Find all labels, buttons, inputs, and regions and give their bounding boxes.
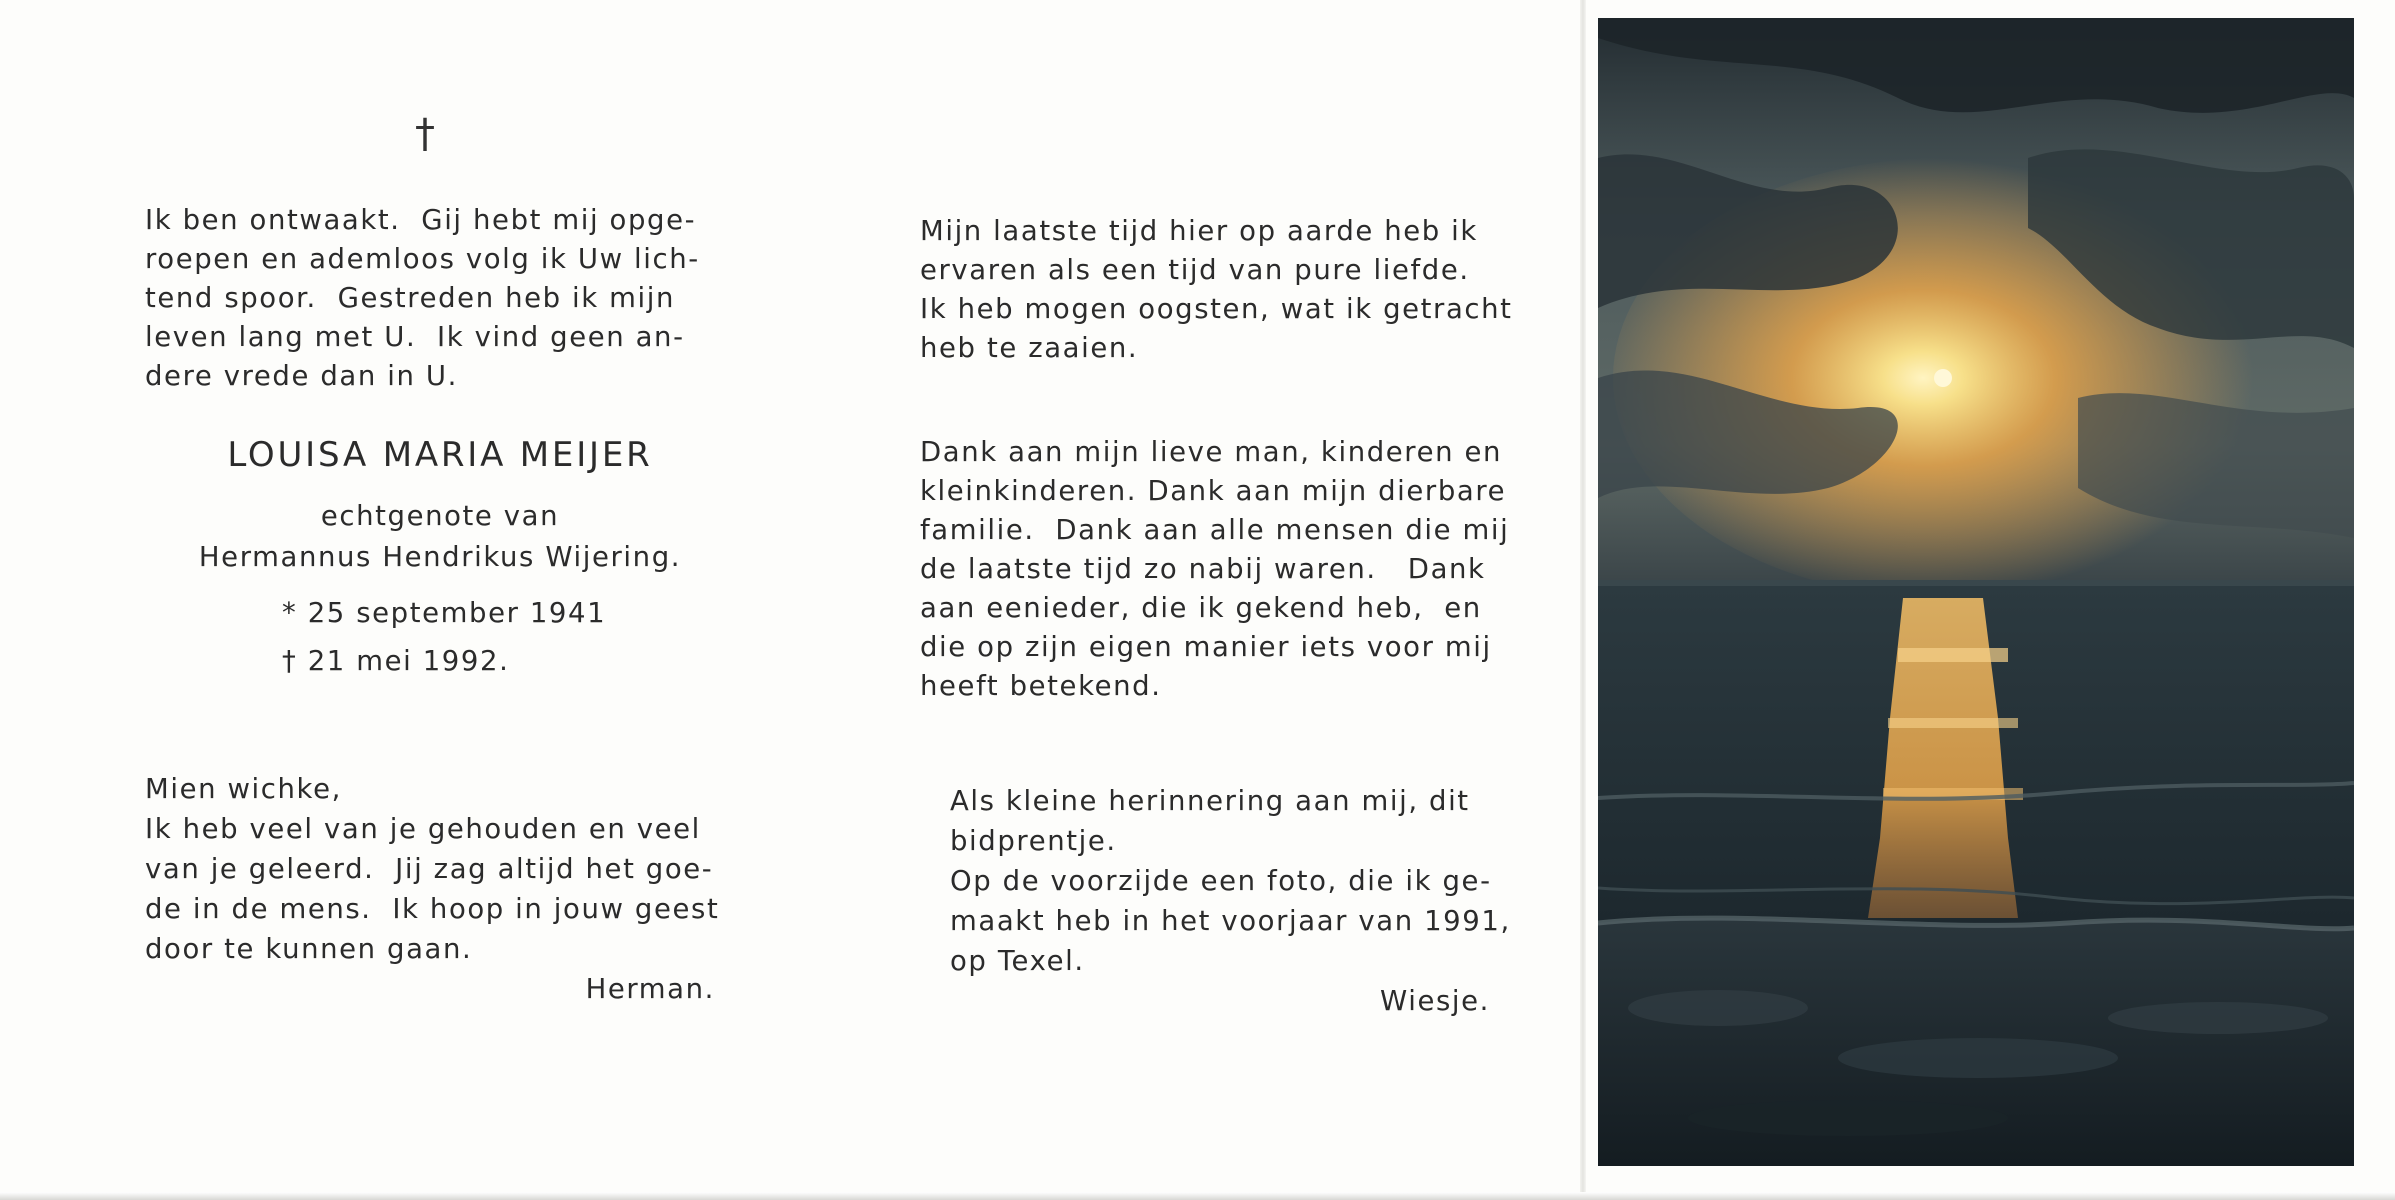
poem-line: Ik ben ontwaakt. Gij hebt mij opge- <box>145 204 697 236</box>
paragraph-line: kleinkinderen. Dank aan mijn dierbare <box>920 475 1507 507</box>
paragraph-line: Op de voorzijde een foto, die ik ge- <box>950 865 1492 897</box>
death-date: † 21 mei 1992. <box>282 645 510 677</box>
card-fold <box>1580 0 1586 1200</box>
paragraph-line: heeft betekend. <box>920 670 1162 702</box>
message-line: Mien wichke, <box>145 773 342 805</box>
deceased-name: LOUISA MARIA MEIJER <box>227 435 653 475</box>
poem-line: leven lang met U. Ik vind geen an- <box>145 321 685 353</box>
paragraph-line: ervaren als een tijd van pure liefde. <box>920 254 1470 286</box>
cross-symbol: † <box>415 111 435 157</box>
card-bottom-edge <box>0 1192 2395 1200</box>
signature-herman: Herman. <box>585 973 715 1005</box>
paragraph-line: Dank aan mijn lieve man, kinderen en <box>920 436 1503 468</box>
sunset-over-sea-photo <box>1598 18 2354 1166</box>
paragraph-line: de laatste tijd zo nabij waren. Dank <box>920 553 1486 585</box>
paragraph-line: Ik heb mogen oogsten, wat ik getracht <box>920 293 1513 325</box>
photo-svg <box>1598 18 2354 1166</box>
signature-wiesje: Wiesje. <box>1380 985 1490 1017</box>
message-line: van je geleerd. Jij zag altijd het goe- <box>145 853 714 885</box>
paragraph-line: heb te zaaien. <box>920 332 1139 364</box>
spouse-label: echtgenote van <box>320 500 560 532</box>
message-line: door te kunnen gaan. <box>145 933 473 965</box>
birth-date: * 25 september 1941 <box>282 597 607 629</box>
paragraph-line: op Texel. <box>950 945 1085 977</box>
paragraph-line: maakt heb in het voorjaar van 1991, <box>950 905 1511 937</box>
paragraph-line: Mijn laatste tijd hier op aarde heb ik <box>920 215 1478 247</box>
paragraph-line: Als kleine herinnering aan mij, dit <box>950 785 1470 817</box>
paragraph-line: familie. Dank aan alle mensen die mij <box>920 514 1510 546</box>
message-line: de in de mens. Ik hoop in jouw geest <box>145 893 720 925</box>
paragraph-line: aan eenieder, die ik gekend heb, en <box>920 592 1482 624</box>
paragraph-line: bidprentje. <box>950 825 1117 857</box>
spouse-name: Hermannus Hendrikus Wijering. <box>198 541 682 573</box>
paragraph-line: die op zijn eigen manier iets voor mij <box>920 631 1492 663</box>
poem-line: roepen en ademloos volg ik Uw lich- <box>145 243 700 275</box>
poem-line: tend spoor. Gestreden heb ik mijn <box>145 282 676 314</box>
message-line: Ik heb veel van je gehouden en veel <box>145 813 701 845</box>
poem-line: dere vrede dan in U. <box>145 360 458 392</box>
